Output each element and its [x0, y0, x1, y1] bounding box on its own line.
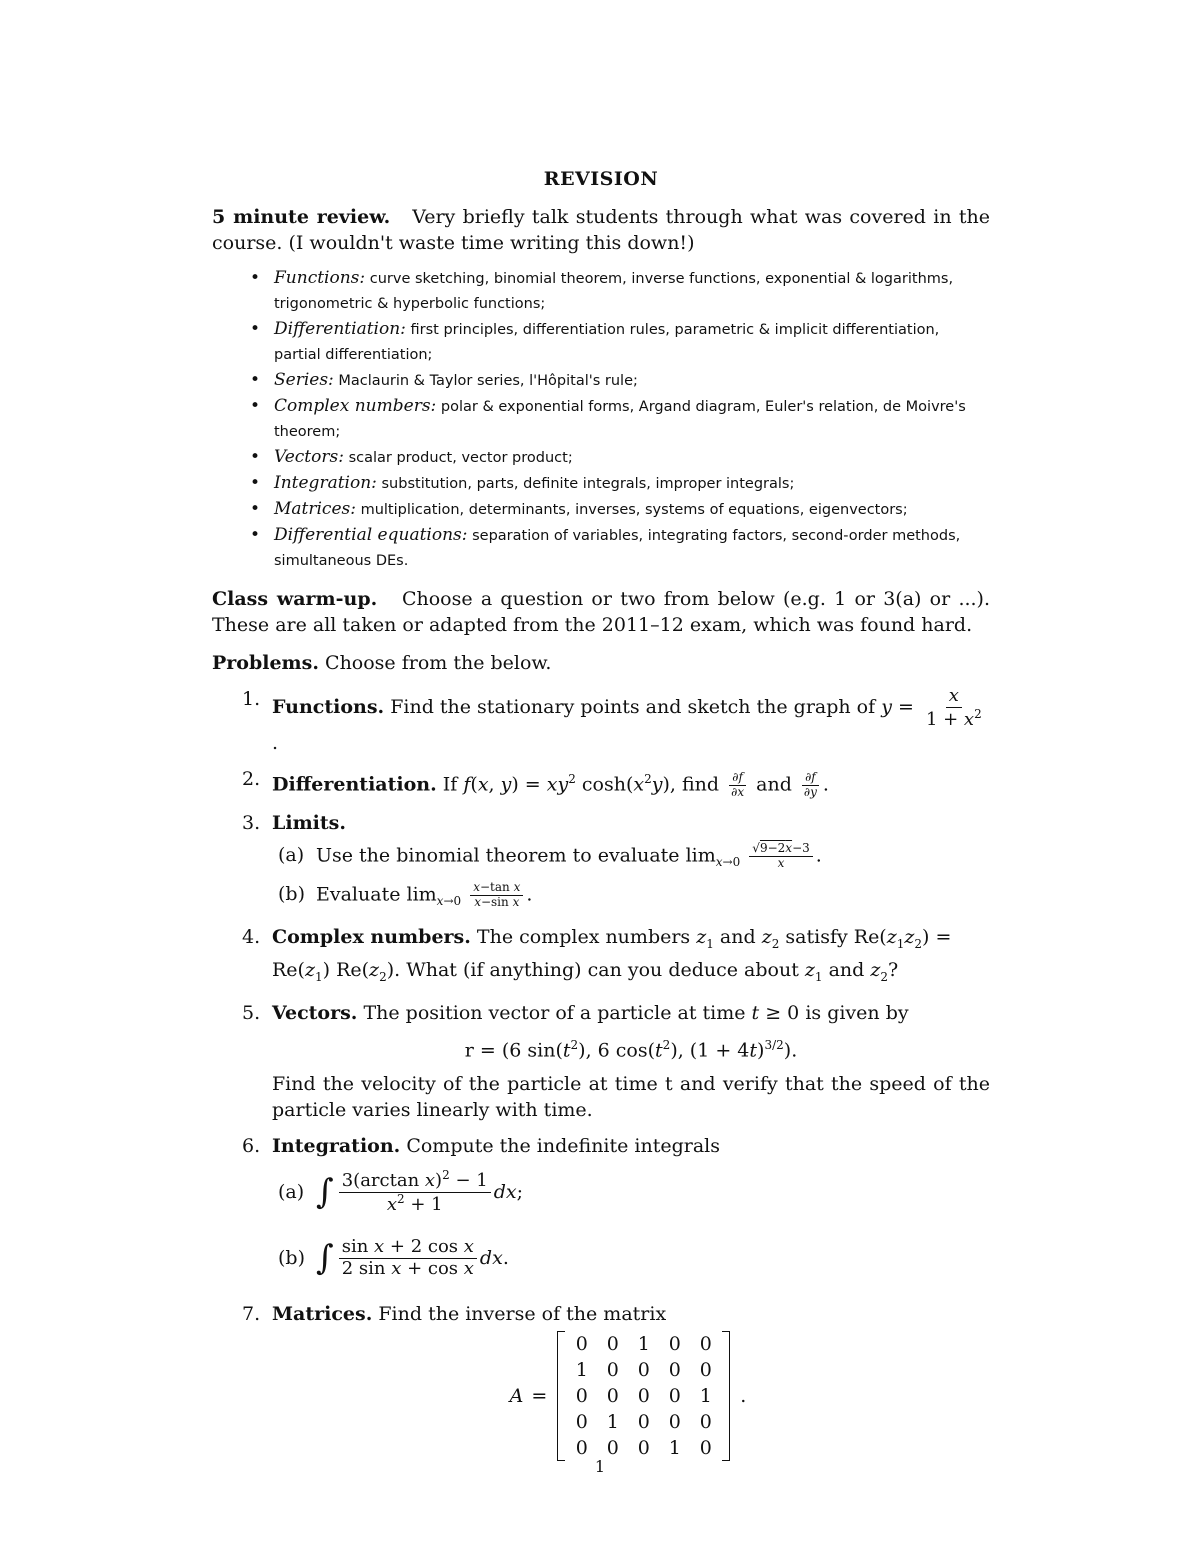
problem-1: 1. Functions. Find the stationary points and sketch the graph of y = $\frac{x}{1 + x^2}$ . [272, 686, 990, 756]
matrix-entry: 0 [575, 1333, 588, 1356]
problem-6a: (a) ∫ $\frac{3(\arctan x)^2 - 1}{x^2 + 1}$ dx ; [278, 1167, 523, 1215]
matrix-entry: 1 [575, 1359, 588, 1382]
topic-description: Maclaurin & Taylor series, l'Hôpital's rule; [338, 373, 638, 389]
fraction: $\frac{\text{x−tan x}}{\text{x−sin x}}$ [470, 881, 523, 910]
matrix-entry: 0 [575, 1385, 588, 1408]
review-text: Very briefly talk students through what was covered in the course. (I wouldn't waste time writing this down!) [212, 206, 990, 254]
problem-3a: (a) Use the binomial theorem to evaluate $\lim_{x\to 0}$ $\frac{√9-2x-3}{x}$ . [278, 841, 822, 870]
problem-text: Compute the indefinite integrals [406, 1135, 721, 1158]
problem-title: Differentiation. [272, 773, 437, 796]
page-number: 1 [594, 1457, 606, 1476]
problem-2: 2. Differentiation. If f(x, $y) = xy^2$ $\cosh(x^2y)$, find $\frac{\partial f}{\partial x}$ and $\frac{\partial f}{\partial y}$ . [242, 768, 829, 800]
document-page [212, 168, 990, 1471]
warmup-paragraph [212, 586, 990, 638]
matrix-entry: 0 [606, 1385, 619, 1408]
matrix-entry: 0 [699, 1437, 712, 1460]
problem-6b: (b) ∫ $\frac{\text{sin x + 2 cos x}}{\text{2 sin x + cos x}}$ dx . [278, 1235, 509, 1279]
problem-number: 4. [242, 926, 261, 949]
problem-number: 3. [242, 812, 261, 834]
topic-name: Functions: [274, 268, 366, 288]
matrix-entry: 0 [699, 1359, 712, 1382]
matrix-a [557, 1331, 730, 1461]
problem-title: Functions. [272, 696, 385, 719]
topic-item [274, 523, 990, 574]
matrix-entry: 1 [668, 1437, 681, 1460]
problem-4: 4. Complex numbers. The complex numbers $z_1$ and $z_2$ satisfy $Re(z_1z_2) = Re(z_1)$ $Re(z_2)$. What (if anything) can you deduce about $z_1$ and $z_2$? [242, 926, 952, 984]
matrix-entry: 0 [575, 1437, 588, 1460]
topic-description: separation of variables, integrating factors, second-order methods, simultaneous DEs. [274, 528, 961, 569]
problem-text: If [442, 773, 458, 796]
matrix-entry: 0 [668, 1333, 681, 1356]
matrix-entry: 0 [699, 1333, 712, 1356]
warmup-heading: Class warm-up. [212, 588, 378, 610]
problems-heading: Problems. [212, 652, 319, 674]
problem-title: Complex numbers. [272, 926, 471, 949]
topic-item [274, 317, 990, 368]
problem-6 [242, 1133, 990, 1291]
review-paragraph [212, 204, 990, 256]
problem-title: Integration. [272, 1135, 401, 1158]
topic-name: Differential equations: [274, 525, 468, 545]
matrix-entry: 0 [606, 1333, 619, 1356]
matrix-equation: A = 0 0 1 0 0 1 0 0 0 0 0 0 0 0 1 0 1 0 0 0 0 0 0 1 0 . [509, 1333, 747, 1460]
problem-text: The position vector of a particle at time [363, 1001, 746, 1024]
matrix-entry: 0 [637, 1437, 650, 1460]
page-title: REVISION [543, 168, 659, 190]
topic-description: curve sketching, binomial theorem, inverse functions, exponential & logarithms, trigonometric & hyperbolic functions; [274, 271, 954, 312]
topic-name: Differentiation: [274, 319, 406, 339]
matrix-entry: 0 [668, 1385, 681, 1408]
problem-title: Vectors. [272, 1001, 358, 1024]
matrix-entry: 0 [668, 1359, 681, 1382]
topic-item [274, 497, 990, 523]
topic-description: scalar product, vector product; [348, 450, 573, 466]
problem-number: 5. [242, 1001, 261, 1024]
problem-text: What (if anything) can you deduce about [406, 958, 799, 981]
problem-5: 5. Vectors. The position vector of a particle at time t ≥ 0 is given by r = (6 $\sin(t^2)$, 6 $\cos(t^2)$, $(1 + 4t)^{3/2}$). Find the velocity of the particle at time t and verify that the speed of the particle varies linearly with time. [242, 1001, 990, 1122]
topic-item [274, 266, 990, 317]
topic-name: Matrices: [274, 499, 356, 519]
problem-text: satisfy [785, 926, 848, 949]
topic-item [274, 368, 990, 394]
matrix-entry: 1 [637, 1333, 650, 1356]
problem-number: 7. [242, 1303, 261, 1326]
topic-name: Complex numbers: [274, 396, 437, 416]
topic-description: first principles, differentiation rules, parametric & implicit differentiation, partial differentiation; [274, 322, 940, 363]
matrix-entry: 0 [606, 1359, 619, 1382]
problem-3 [242, 810, 990, 914]
problem-text: Find the velocity of the particle at time t and verify that the speed of the particle varies linearly with time. [272, 1073, 990, 1122]
problem-number: 2. [242, 768, 261, 791]
problem-text: Find the stationary points and sketch the graph of [390, 696, 876, 719]
fraction: $\frac{\partial f}{\partial x}$ [731, 770, 745, 800]
matrix-entry: 0 [637, 1411, 650, 1434]
problem-text: Use the binomial theorem to evaluate [316, 844, 680, 867]
review-heading: 5 minute review. [212, 206, 391, 228]
topic-description: multiplication, determinants, inverses, systems of equations, eigenvectors; [360, 502, 908, 518]
matrix-entry: 1 [699, 1385, 712, 1408]
problem-number: 6. [242, 1135, 261, 1158]
topic-name: Series: [274, 370, 334, 390]
problem-3b: (b) Evaluate $\lim_{x\to 0}$ $\frac{\text{x−tan x}}{\text{x−sin x}}$ . [278, 880, 533, 909]
fraction: $\frac{√9-2x-3}{x}$ [749, 842, 812, 871]
matrix-entry: 0 [637, 1385, 650, 1408]
matrix-entry: 0 [637, 1359, 650, 1382]
topic-description: substitution, parts, definite integrals, improper integrals; [381, 476, 795, 492]
problem-title: Matrices. [272, 1303, 373, 1326]
matrix-entry: 0 [575, 1411, 588, 1434]
topic-name: Vectors: [274, 447, 344, 467]
problems-intro-text: Choose from the below. [325, 652, 552, 674]
problem-title: Limits. [272, 812, 346, 834]
matrix-entry: 0 [668, 1411, 681, 1434]
problems-intro [212, 650, 990, 676]
problem-text: Find the inverse of the matrix [378, 1303, 667, 1326]
topic-name: Integration: [274, 473, 377, 493]
position-vector-equation: r = (6 $\sin(t^2)$, 6 $\cos(t^2)$, $(1 + 4t)^{3/2}$). [464, 1037, 798, 1062]
problem-text: Evaluate [316, 883, 401, 906]
matrix-entry: 0 [606, 1437, 619, 1460]
topic-description: polar & exponential forms, Argand diagram, Euler's relation, de Moivre's theorem; [274, 399, 966, 440]
topic-list [212, 266, 990, 574]
warmup-text: Choose a question or two from below (e.g. 1 or 3(a) or ...). These are all taken or adapted from the 2011–12 exam, which was found hard. [212, 588, 991, 636]
problem-list [212, 686, 990, 1461]
topic-item [274, 394, 990, 445]
problem-text: The complex numbers [476, 926, 691, 949]
topic-item [274, 471, 990, 497]
problem-number: 1. [242, 688, 261, 710]
fraction: $\frac{3(\arctan x)^2 - 1}{x^2 + 1}$ [339, 1169, 491, 1215]
fraction: $\frac{\partial f}{\partial y}$ [803, 770, 817, 800]
fraction: $\frac{\text{sin x + 2 cos x}}{\text{2 sin x + cos x}}$ [339, 1237, 477, 1279]
matrix-entry: 1 [606, 1411, 619, 1434]
topic-item [274, 445, 990, 471]
problem-7 [242, 1301, 990, 1461]
problem-text: is given by [805, 1001, 909, 1024]
matrix-entry: 0 [699, 1411, 712, 1434]
fraction: $\frac{x}{1 + x^2}$ [925, 685, 982, 730]
